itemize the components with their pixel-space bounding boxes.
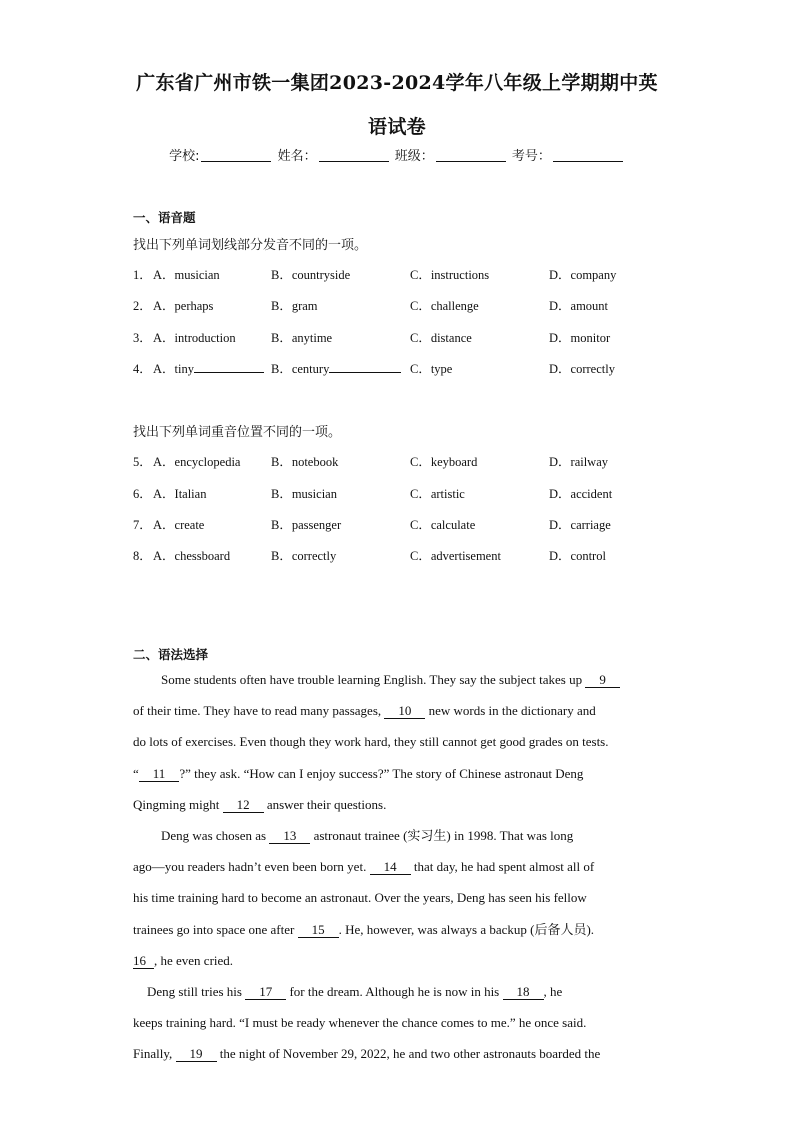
passage (133, 664, 661, 1069)
passage-text: trainees go into space one after (133, 921, 295, 937)
blank-14[interactable]: 14 (370, 860, 411, 875)
passage-text: Deng was chosen as (161, 827, 267, 843)
name-blank[interactable] (319, 149, 389, 162)
blank-9[interactable]: 9 (585, 673, 620, 688)
section1-heading: 一、语音题 (133, 210, 196, 225)
passage-text: ago—you readers hadn’t even been born yet. (133, 859, 367, 875)
underline-blank (194, 360, 264, 373)
blank-15[interactable]: 15 (298, 923, 339, 938)
option-a[interactable]: A．perhaps (153, 299, 214, 313)
question-number: 4． (133, 362, 152, 376)
passage-line (133, 1038, 661, 1069)
passage-text: , he (543, 983, 563, 999)
option-d[interactable]: D．railway (549, 455, 609, 469)
passage-text: Qingming might (133, 796, 220, 812)
passage-line: keeps training hard. “I must be ready whenever the chance comes to me.” he once said. (133, 1015, 587, 1031)
passage-line (133, 758, 661, 789)
option-d[interactable]: D．correctly (549, 362, 615, 376)
question-row (133, 296, 673, 316)
passage-text: , he even cried. (154, 952, 234, 968)
blank-18[interactable]: 18 (503, 985, 544, 1000)
question-number: 1． (133, 268, 152, 282)
question-row (133, 265, 673, 285)
question-row (133, 452, 673, 472)
number-label: 考号： (511, 149, 551, 164)
option-c[interactable]: C．challenge (410, 299, 479, 313)
question-number: 5． (133, 455, 152, 469)
passage-line (133, 789, 661, 820)
number-blank[interactable] (553, 149, 623, 162)
option-b[interactable]: B．musician (271, 487, 337, 501)
question-row (133, 328, 673, 348)
passage-line (133, 976, 661, 1007)
question-row (133, 484, 673, 504)
option-a-text: A．tiny (153, 362, 194, 376)
option-c[interactable]: C．keyboard (410, 455, 478, 469)
school-blank[interactable] (201, 149, 271, 162)
question-number: 2． (133, 299, 152, 313)
passage-text: of their time. They have to read many passages, (133, 703, 382, 719)
passage-text: Finally, (133, 1046, 173, 1062)
option-d[interactable]: D．control (549, 549, 606, 563)
section1-instruction-b: 找出下列单词重音位置不同的一项。 (133, 425, 342, 440)
passage-line (133, 820, 661, 851)
passage-text: that day, he had spent almost all of (413, 859, 595, 875)
option-c[interactable]: C．artistic (410, 487, 465, 501)
blank-17[interactable]: 17 (245, 985, 286, 1000)
passage-text: Some students often have trouble learning English. They say the subject takes up (161, 672, 583, 687)
passage-text: “ (133, 765, 139, 781)
passage-text: new words in the dictionary and (428, 703, 596, 719)
passage-line (133, 945, 661, 976)
blank-16[interactable]: 16 (133, 954, 154, 969)
option-a[interactable]: A．chessboard (153, 549, 231, 563)
question-number: 8． (133, 549, 152, 563)
option-c[interactable]: C．type (410, 362, 453, 376)
passage-text: answer their questions. (266, 796, 387, 812)
option-d[interactable]: D．carriage (549, 518, 611, 532)
option-c[interactable]: C．advertisement (410, 549, 501, 563)
passage-line (133, 664, 661, 695)
option-a[interactable]: A．musician (153, 268, 220, 282)
question-row (133, 515, 673, 535)
option-d[interactable]: D．company (549, 268, 617, 282)
question-row (133, 359, 673, 379)
passage-text: ?” they ask. “How can I enjoy success?” The story of Chinese astronaut Deng (179, 765, 584, 781)
question-number: 6． (133, 487, 152, 501)
blank-11[interactable]: 11 (139, 767, 180, 782)
option-d[interactable]: D．amount (549, 299, 609, 313)
underline-blank (329, 360, 401, 373)
option-d[interactable]: D．monitor (549, 331, 611, 345)
student-info-row (0, 145, 794, 164)
name-label: 姓名： (277, 149, 317, 164)
option-c[interactable]: C．instructions (410, 268, 490, 282)
option-a[interactable]: A．create (153, 518, 205, 532)
passage-text: . He, however, was always a backup (后备人员). (338, 921, 595, 937)
passage-line (133, 914, 661, 945)
passage-text: Deng still tries his (147, 983, 242, 999)
section2-heading: 二、语法选择 (133, 647, 209, 662)
passage-text: astronaut trainee (实习生) in 1998. That was long (313, 827, 574, 843)
blank-19[interactable]: 19 (176, 1047, 217, 1062)
passage-text: for the dream. Although he is now in his (289, 983, 500, 999)
option-b[interactable]: B．correctly (271, 549, 337, 563)
option-b[interactable]: B．countryside (271, 268, 351, 282)
blank-12[interactable]: 12 (223, 798, 264, 813)
option-b-text: B．century (271, 362, 330, 376)
class-label: 班级： (394, 149, 434, 164)
blank-13[interactable]: 13 (269, 829, 310, 844)
passage-line: his time training hard to become an astronaut. Over the years, Deng has seen his fellow (133, 890, 587, 906)
option-b[interactable] (271, 359, 401, 377)
option-c[interactable]: C．calculate (410, 518, 476, 532)
option-a[interactable]: A．introduction (153, 331, 236, 345)
option-d[interactable]: D．accident (549, 487, 613, 501)
question-number: 3． (133, 331, 152, 345)
passage-line (133, 851, 661, 882)
option-b[interactable]: B．anytime (271, 331, 333, 345)
question-row (133, 546, 673, 566)
blank-10[interactable]: 10 (384, 704, 425, 719)
option-b[interactable]: B．notebook (271, 455, 339, 469)
passage-line: do lots of exercises. Even though they work hard, they still cannot get good grades on tests. (133, 734, 609, 750)
option-b[interactable]: B．gram (271, 299, 318, 313)
option-a[interactable]: A．encyclopedia (153, 455, 241, 469)
class-blank[interactable] (436, 149, 506, 162)
option-a[interactable] (153, 359, 264, 377)
option-b[interactable]: B．passenger (271, 518, 342, 532)
passage-line (133, 695, 661, 726)
exam-title-line2: 语试卷 (368, 116, 426, 138)
option-c[interactable]: C．distance (410, 331, 472, 345)
school-label: 学校: (169, 149, 200, 164)
question-number: 7． (133, 518, 152, 532)
passage-text: the night of November 29, 2022, he and two other astronauts boarded the (219, 1046, 601, 1062)
exam-title-line1: 广东省广州市铁一集团2023-2024学年八年级上学期期中英 (136, 72, 658, 94)
section1-instruction-a: 找出下列单词划线部分发音不同的一项。 (133, 238, 368, 253)
option-a[interactable]: A．Italian (153, 487, 207, 501)
